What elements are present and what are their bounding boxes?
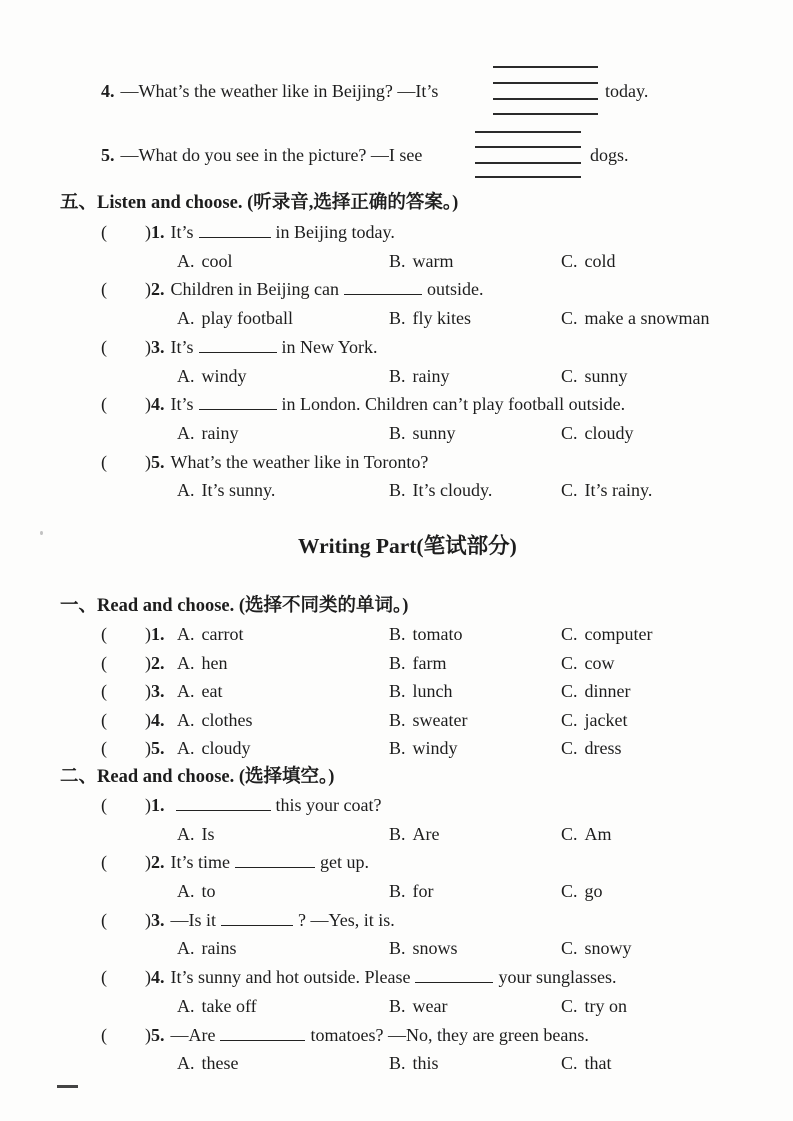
option-c: C. snowy <box>561 938 632 958</box>
answer-box[interactable] <box>101 335 151 359</box>
answer-blank[interactable] <box>344 294 422 295</box>
question-number: 2. <box>151 852 165 872</box>
question-text: your sunglasses. <box>498 967 617 987</box>
read1-q3-row <box>101 679 631 703</box>
option-c: C. dress <box>561 738 622 758</box>
option-b: B. for <box>389 881 434 901</box>
answer-box[interactable] <box>101 965 151 989</box>
paren-open: ( <box>101 222 107 242</box>
option-b: B. lunch <box>389 681 453 701</box>
option-a: A. cool <box>177 251 233 271</box>
paren-close: ) <box>145 279 151 299</box>
answer-box[interactable] <box>101 908 151 932</box>
question-number: 3. <box>151 681 165 701</box>
paren-close: ) <box>145 653 151 673</box>
read1-q4-row <box>101 708 628 732</box>
option-c: C. sunny <box>561 366 628 386</box>
read2-q2-stem <box>101 850 369 874</box>
option-a: A. play football <box>177 308 293 328</box>
paren-close: ) <box>145 967 151 987</box>
question-number: 4. <box>101 81 115 101</box>
read2-q1-stem <box>101 793 381 817</box>
question-text: tomatoes? —No, they are green beans. <box>310 1025 589 1045</box>
paren-close: ) <box>145 222 151 242</box>
question-text: get up. <box>320 852 369 872</box>
paren-open: ( <box>101 452 107 472</box>
question-number: 5. <box>151 1025 165 1045</box>
option-b: B. warm <box>389 251 454 271</box>
question-text: in New York. <box>281 337 378 357</box>
paren-open: ( <box>101 738 107 758</box>
question-text: —What’s the weather like in Beijing? —It’s <box>120 81 439 101</box>
question-number: 4. <box>151 710 165 730</box>
question-text: It’s <box>170 394 194 414</box>
option-b: B. Are <box>389 824 440 844</box>
listen-q1-stem <box>101 220 395 244</box>
answer-box[interactable] <box>101 392 151 416</box>
option-c: C. that <box>561 1053 612 1073</box>
paren-close: ) <box>145 738 151 758</box>
option-a: A. windy <box>177 366 247 386</box>
answer-blank[interactable] <box>176 810 271 811</box>
scan-speck <box>40 531 43 535</box>
question-number: 3. <box>151 337 165 357</box>
fill-question-4 <box>101 79 438 103</box>
paren-close: ) <box>145 624 151 644</box>
answer-box[interactable] <box>101 1023 151 1047</box>
option-b: B. windy <box>389 738 458 758</box>
question-text: in Beijing today. <box>275 222 395 242</box>
paren-close: ) <box>145 910 151 930</box>
option-a: A. cloudy <box>177 738 251 758</box>
question-text: this your coat? <box>275 795 382 815</box>
section-title-listen-and-choose: 五、Listen and choose. (听录音,选择正确的答案。) <box>60 193 459 213</box>
option-c: C. It’s rainy. <box>561 480 653 500</box>
option-c: C. jacket <box>561 710 628 730</box>
question-text: outside. <box>426 279 484 299</box>
question-number: 4. <box>151 967 165 987</box>
option-c: C. cloudy <box>561 423 634 443</box>
answer-blank[interactable] <box>221 925 293 926</box>
answer-blank-line[interactable] <box>493 82 598 84</box>
option-a: A. to <box>177 881 216 901</box>
question-number: 5. <box>151 738 165 758</box>
listen-q2-stem <box>101 277 483 301</box>
question-text: in London. Children can’t play football outside. <box>281 394 626 414</box>
paren-close: ) <box>145 452 151 472</box>
read1-q1-row <box>101 622 653 646</box>
option-a: A. rainy <box>177 423 239 443</box>
answer-blank[interactable] <box>220 1040 305 1041</box>
answer-blank[interactable] <box>235 867 315 868</box>
option-b: B. fly kites <box>389 308 472 328</box>
option-b: B. tomato <box>389 624 463 644</box>
answer-box[interactable] <box>101 277 151 301</box>
option-b: B. wear <box>389 996 448 1016</box>
option-c: C. cow <box>561 653 615 673</box>
answer-blank-line[interactable] <box>475 146 581 148</box>
answer-blank-line[interactable] <box>475 162 581 164</box>
option-c: C. go <box>561 881 603 901</box>
answer-blank-line[interactable] <box>493 98 598 100</box>
answer-box[interactable] <box>101 679 151 703</box>
answer-box[interactable] <box>101 220 151 244</box>
option-c: C. computer <box>561 624 653 644</box>
paren-open: ( <box>101 337 107 357</box>
answer-blank[interactable] <box>199 237 271 238</box>
answer-blank[interactable] <box>199 409 277 410</box>
answer-blank[interactable] <box>415 982 493 983</box>
question-text: —What do you see in the picture? —I see <box>120 145 423 165</box>
question-text: What’s the weather like in Toronto? <box>170 452 429 472</box>
option-c: C. dinner <box>561 681 631 701</box>
paren-open: ( <box>101 279 107 299</box>
paren-open: ( <box>101 710 107 730</box>
question-text: —Are <box>170 1025 216 1045</box>
paren-close: ) <box>145 394 151 414</box>
option-a: A. rains <box>177 938 237 958</box>
question-text: It’s <box>170 222 194 242</box>
option-a: A. carrot <box>177 624 244 644</box>
paren-open: ( <box>101 852 107 872</box>
question-text-after: today. <box>605 81 649 101</box>
paren-open: ( <box>101 624 107 644</box>
paren-open: ( <box>101 967 107 987</box>
answer-box[interactable] <box>101 622 151 646</box>
paren-close: ) <box>145 852 151 872</box>
question-text: ? —Yes, it is. <box>298 910 395 930</box>
option-b: B. this <box>389 1053 439 1073</box>
question-number: 4. <box>151 394 165 414</box>
answer-box[interactable] <box>101 708 151 732</box>
option-a: A. take off <box>177 996 257 1016</box>
paren-open: ( <box>101 394 107 414</box>
option-a: A. clothes <box>177 710 253 730</box>
section-title-read-and-choose-1: 一、Read and choose. (选择不同类的单词。) <box>60 596 409 616</box>
listen-q5-stem <box>101 450 428 474</box>
paren-open: ( <box>101 653 107 673</box>
read1-q2-row <box>101 651 615 675</box>
option-c: C. try on <box>561 996 628 1016</box>
question-number: 5. <box>101 145 115 165</box>
paren-open: ( <box>101 910 107 930</box>
option-a: A. Is <box>177 824 215 844</box>
writing-part-heading: Writing Part(笔试部分) <box>298 534 517 558</box>
paren-open: ( <box>101 681 107 701</box>
paren-open: ( <box>101 1025 107 1045</box>
paren-close: ) <box>145 795 151 815</box>
answer-blank-line[interactable] <box>475 176 581 178</box>
answer-box[interactable] <box>101 793 151 817</box>
option-b: B. snows <box>389 938 458 958</box>
option-b: B. sweater <box>389 710 468 730</box>
scan-mark <box>57 1085 78 1088</box>
paren-close: ) <box>145 337 151 357</box>
question-text: Children in Beijing can <box>170 279 339 299</box>
paren-close: ) <box>145 681 151 701</box>
paren-close: ) <box>145 710 151 730</box>
question-number: 1. <box>151 795 165 815</box>
question-number: 3. <box>151 910 165 930</box>
answer-blank-line[interactable] <box>493 66 598 68</box>
option-a: A. these <box>177 1053 239 1073</box>
answer-box[interactable] <box>101 450 151 474</box>
option-b: B. rainy <box>389 366 450 386</box>
question-text: It’s time <box>170 852 230 872</box>
answer-box[interactable] <box>101 651 151 675</box>
option-a: A. hen <box>177 653 228 673</box>
section-title-read-and-choose-2: 二、Read and choose. (选择填空。) <box>60 767 335 787</box>
paren-open: ( <box>101 795 107 815</box>
question-number: 2. <box>151 653 165 673</box>
answer-blank[interactable] <box>199 352 277 353</box>
option-b: B. farm <box>389 653 447 673</box>
answer-blank-line[interactable] <box>475 131 581 133</box>
answer-blank-line[interactable] <box>493 113 598 115</box>
option-b: B. sunny <box>389 423 456 443</box>
question-number: 1. <box>151 624 165 644</box>
option-c: C. Am <box>561 824 612 844</box>
answer-box[interactable] <box>101 736 151 760</box>
question-text: —Is it <box>170 910 217 930</box>
listen-q4-stem <box>101 392 625 416</box>
option-c: C. cold <box>561 251 616 271</box>
read2-q3-stem <box>101 908 395 932</box>
read2-q4-stem <box>101 965 616 989</box>
question-number: 2. <box>151 279 165 299</box>
question-text: It’s <box>170 337 194 357</box>
option-c: C. make a snowman <box>561 308 710 328</box>
fill-question-5 <box>101 143 422 167</box>
listen-q3-stem <box>101 335 378 359</box>
question-text: It’s sunny and hot outside. Please <box>170 967 411 987</box>
read2-q5-stem <box>101 1023 589 1047</box>
question-text-after: dogs. <box>590 145 629 165</box>
question-number: 1. <box>151 222 165 242</box>
option-a: A. eat <box>177 681 223 701</box>
paren-close: ) <box>145 1025 151 1045</box>
option-a: A. It’s sunny. <box>177 480 276 500</box>
option-b: B. It’s cloudy. <box>389 480 493 500</box>
answer-box[interactable] <box>101 850 151 874</box>
question-number: 5. <box>151 452 165 472</box>
read1-q5-row <box>101 736 622 760</box>
